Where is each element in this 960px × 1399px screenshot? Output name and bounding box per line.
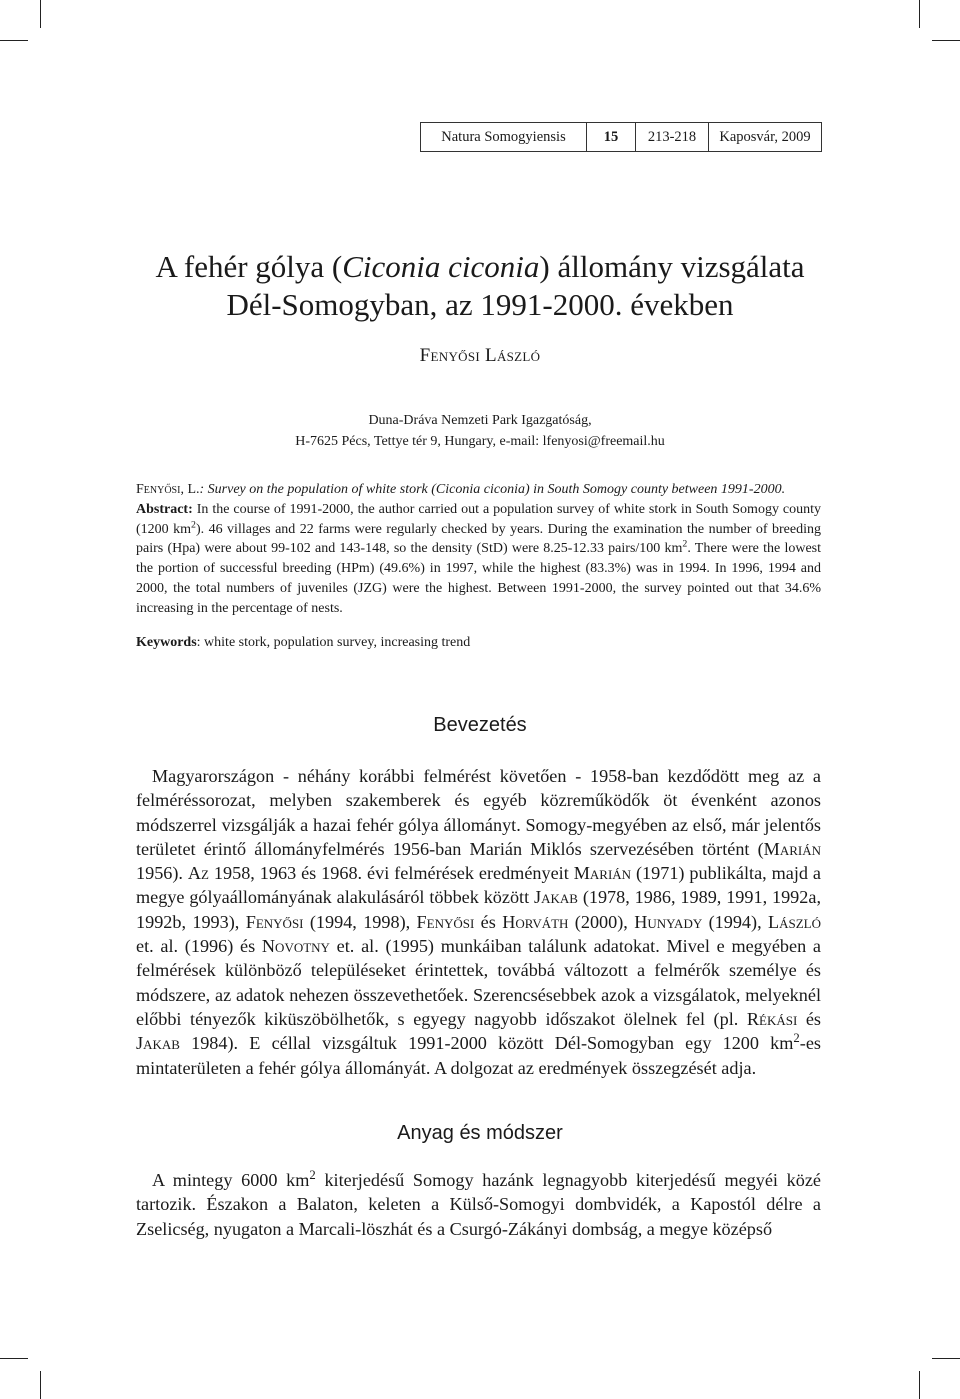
cited-author: Jakab <box>534 887 578 908</box>
crop-mark <box>919 0 920 28</box>
title-species: Ciconia ciconia <box>342 249 540 284</box>
crop-mark <box>919 1371 920 1399</box>
superscript: 2 <box>682 538 688 550</box>
abstract-text: ). 46 villages and 22 farms were regularly checked by years. During the examination the number of breeding pairs (Hpa) were about 99-102 and 143-148, so the density (StD) were 8.25-12.33 pairs/100 km <box>136 521 821 557</box>
citation <box>136 480 821 500</box>
affiliation-line1: Duna-Dráva Nemzeti Park Igazgatóság, <box>368 413 592 428</box>
abstract <box>136 500 821 619</box>
crop-mark <box>932 1358 960 1359</box>
text-run: (2000), <box>568 911 635 932</box>
cited-author: Horváth <box>502 911 569 932</box>
cited-author: Marián <box>763 838 821 859</box>
journal-place-year: Kaposvár, 2009 <box>719 128 811 145</box>
cited-author: Jakab <box>136 1033 180 1054</box>
text-run: és <box>797 1008 822 1029</box>
affiliation-line2: H-7625 Pécs, Tettye tér 9, Hungary, e-mail: lfenyosi@freemail.hu <box>295 434 665 449</box>
affiliation <box>0 410 960 452</box>
methods-paragraph <box>136 1168 821 1241</box>
cited-author: Rékási <box>746 1008 798 1029</box>
title-part1: A fehér gólya ( <box>155 249 343 284</box>
keywords-label: Keywords <box>136 635 197 650</box>
citation-author: Fenyősi, L. <box>136 482 200 497</box>
crop-mark <box>0 40 28 41</box>
text-run: et. al. (1995) munkáiban találunk adatokat. Mivel e megyében a felmérések különböző településeket érintettek, továbbá változott a felmérők személye és módszere, az adatok nehezen összevethetőek. Szerencsésebbek azok a vizsgálatok, melyeknél előbbi tényezők kiküszöbölhetők, s egyegy nagyobb időszakot ölelnek fel (pl. <box>136 936 821 1029</box>
abstract-block <box>136 480 821 619</box>
citation-title: : Survey on the population of white stork (Ciconia ciconia) in South Somogy county between 1991-2000. <box>199 482 786 497</box>
journal-volume: 15 <box>587 123 636 151</box>
journal-header <box>420 122 822 152</box>
cited-author: Hunyady <box>634 911 703 932</box>
text-run: (1994, 1998), <box>303 911 417 932</box>
abstract-label: Abstract: <box>136 501 193 517</box>
intro-paragraph <box>136 764 821 1080</box>
abstract-text: In the course of 1991-2000, the author carried out a population survey of white stork in South Somogy county (1200 km <box>136 501 821 537</box>
crop-mark <box>932 40 960 41</box>
text-run: Magyarországon - néhány korábbi felmérést követően - 1958-ban kezdődött meg az a felméréssorozat, melyben szakemberek és egyéb közreműködők öt évenként azonos módszerrel vizsgálják a hazai fehér gólya állományt. Somogy-megyében az első, már jelentős területet érintő állományfelmérés 1956-ban Marián Miklós szervezésében történt ( <box>136 766 821 859</box>
paper-title <box>0 248 960 324</box>
section-heading-intro: Bevezetés <box>433 714 527 736</box>
text-run: 1958, 1963 és 1968. évi felmérések eredményeit <box>209 863 574 884</box>
crop-mark <box>40 1371 41 1399</box>
text-run: kiterjedésű Somogy hazánk legnagyobb kiterjedésű megyéi közé tartozik. Északon a Balaton, keleten a Külső-Somogyi dombvidék, a Kapostól délre a Zselicség, nyugaton a Marcali-löszhát és a Csurgó-Zákányi dombság, a megye középső <box>136 1170 821 1239</box>
cited-author: Fenyősi <box>245 911 304 932</box>
text-run: 1956). <box>136 863 188 884</box>
cited-author: László <box>767 911 821 932</box>
section-heading-methods: Anyag és módszer <box>397 1122 563 1144</box>
superscript: 2 <box>191 518 196 530</box>
text-run: (1994), <box>702 911 768 932</box>
abstract-text: . There were the lowest the portion of successful breeding (HPm) (49.6%) in 1997, while the highest (83.3%) was in 1994. In 1996, 1994 and 2000, the total numbers of juveniles (JZG) were the highest. Between 1991-2000, the survey pointed out that 34.6% increasing in the percentage of nests. <box>136 541 821 616</box>
text-run: (1971) publikálta, majd a megye gólyaállományának alakulásáról többek között <box>136 863 821 908</box>
keywords <box>136 635 821 651</box>
cited-author: Marián <box>573 863 632 884</box>
text-run: -es mintaterületen a fehér gólya állományát. A dolgozat az eredmények összegzését adja. <box>136 1033 821 1078</box>
small-caps-word: Az <box>187 863 209 884</box>
cited-author: Fenyősi <box>416 911 475 932</box>
title-line2: Dél-Somogyban, az 1991-2000. években <box>226 287 734 322</box>
journal-pages: 213-218 <box>636 123 709 151</box>
journal-name: Natura Somogyiensis <box>421 123 587 151</box>
author-name: Fenyősi László <box>419 345 541 366</box>
text-run: (1978, 1986, 1989, 1991, 1992a, 1992b, 1993), <box>136 887 821 932</box>
superscript: 2 <box>309 1167 316 1182</box>
crop-mark <box>40 0 41 28</box>
superscript: 2 <box>793 1031 800 1046</box>
text-run: és <box>474 911 503 932</box>
text-run: et. al. (1996) és <box>136 936 262 957</box>
cited-author: Novotny <box>261 936 330 957</box>
keywords-text: : white stork, population survey, increasing trend <box>196 635 471 650</box>
text-run: A mintegy 6000 km <box>152 1170 310 1190</box>
text-run: 1984). E céllal vizsgáltuk 1991-2000 között Dél-Somogyban egy 1200 km <box>179 1033 794 1054</box>
crop-mark <box>0 1358 28 1359</box>
title-part2: ) állomány vizsgálata <box>539 249 805 284</box>
